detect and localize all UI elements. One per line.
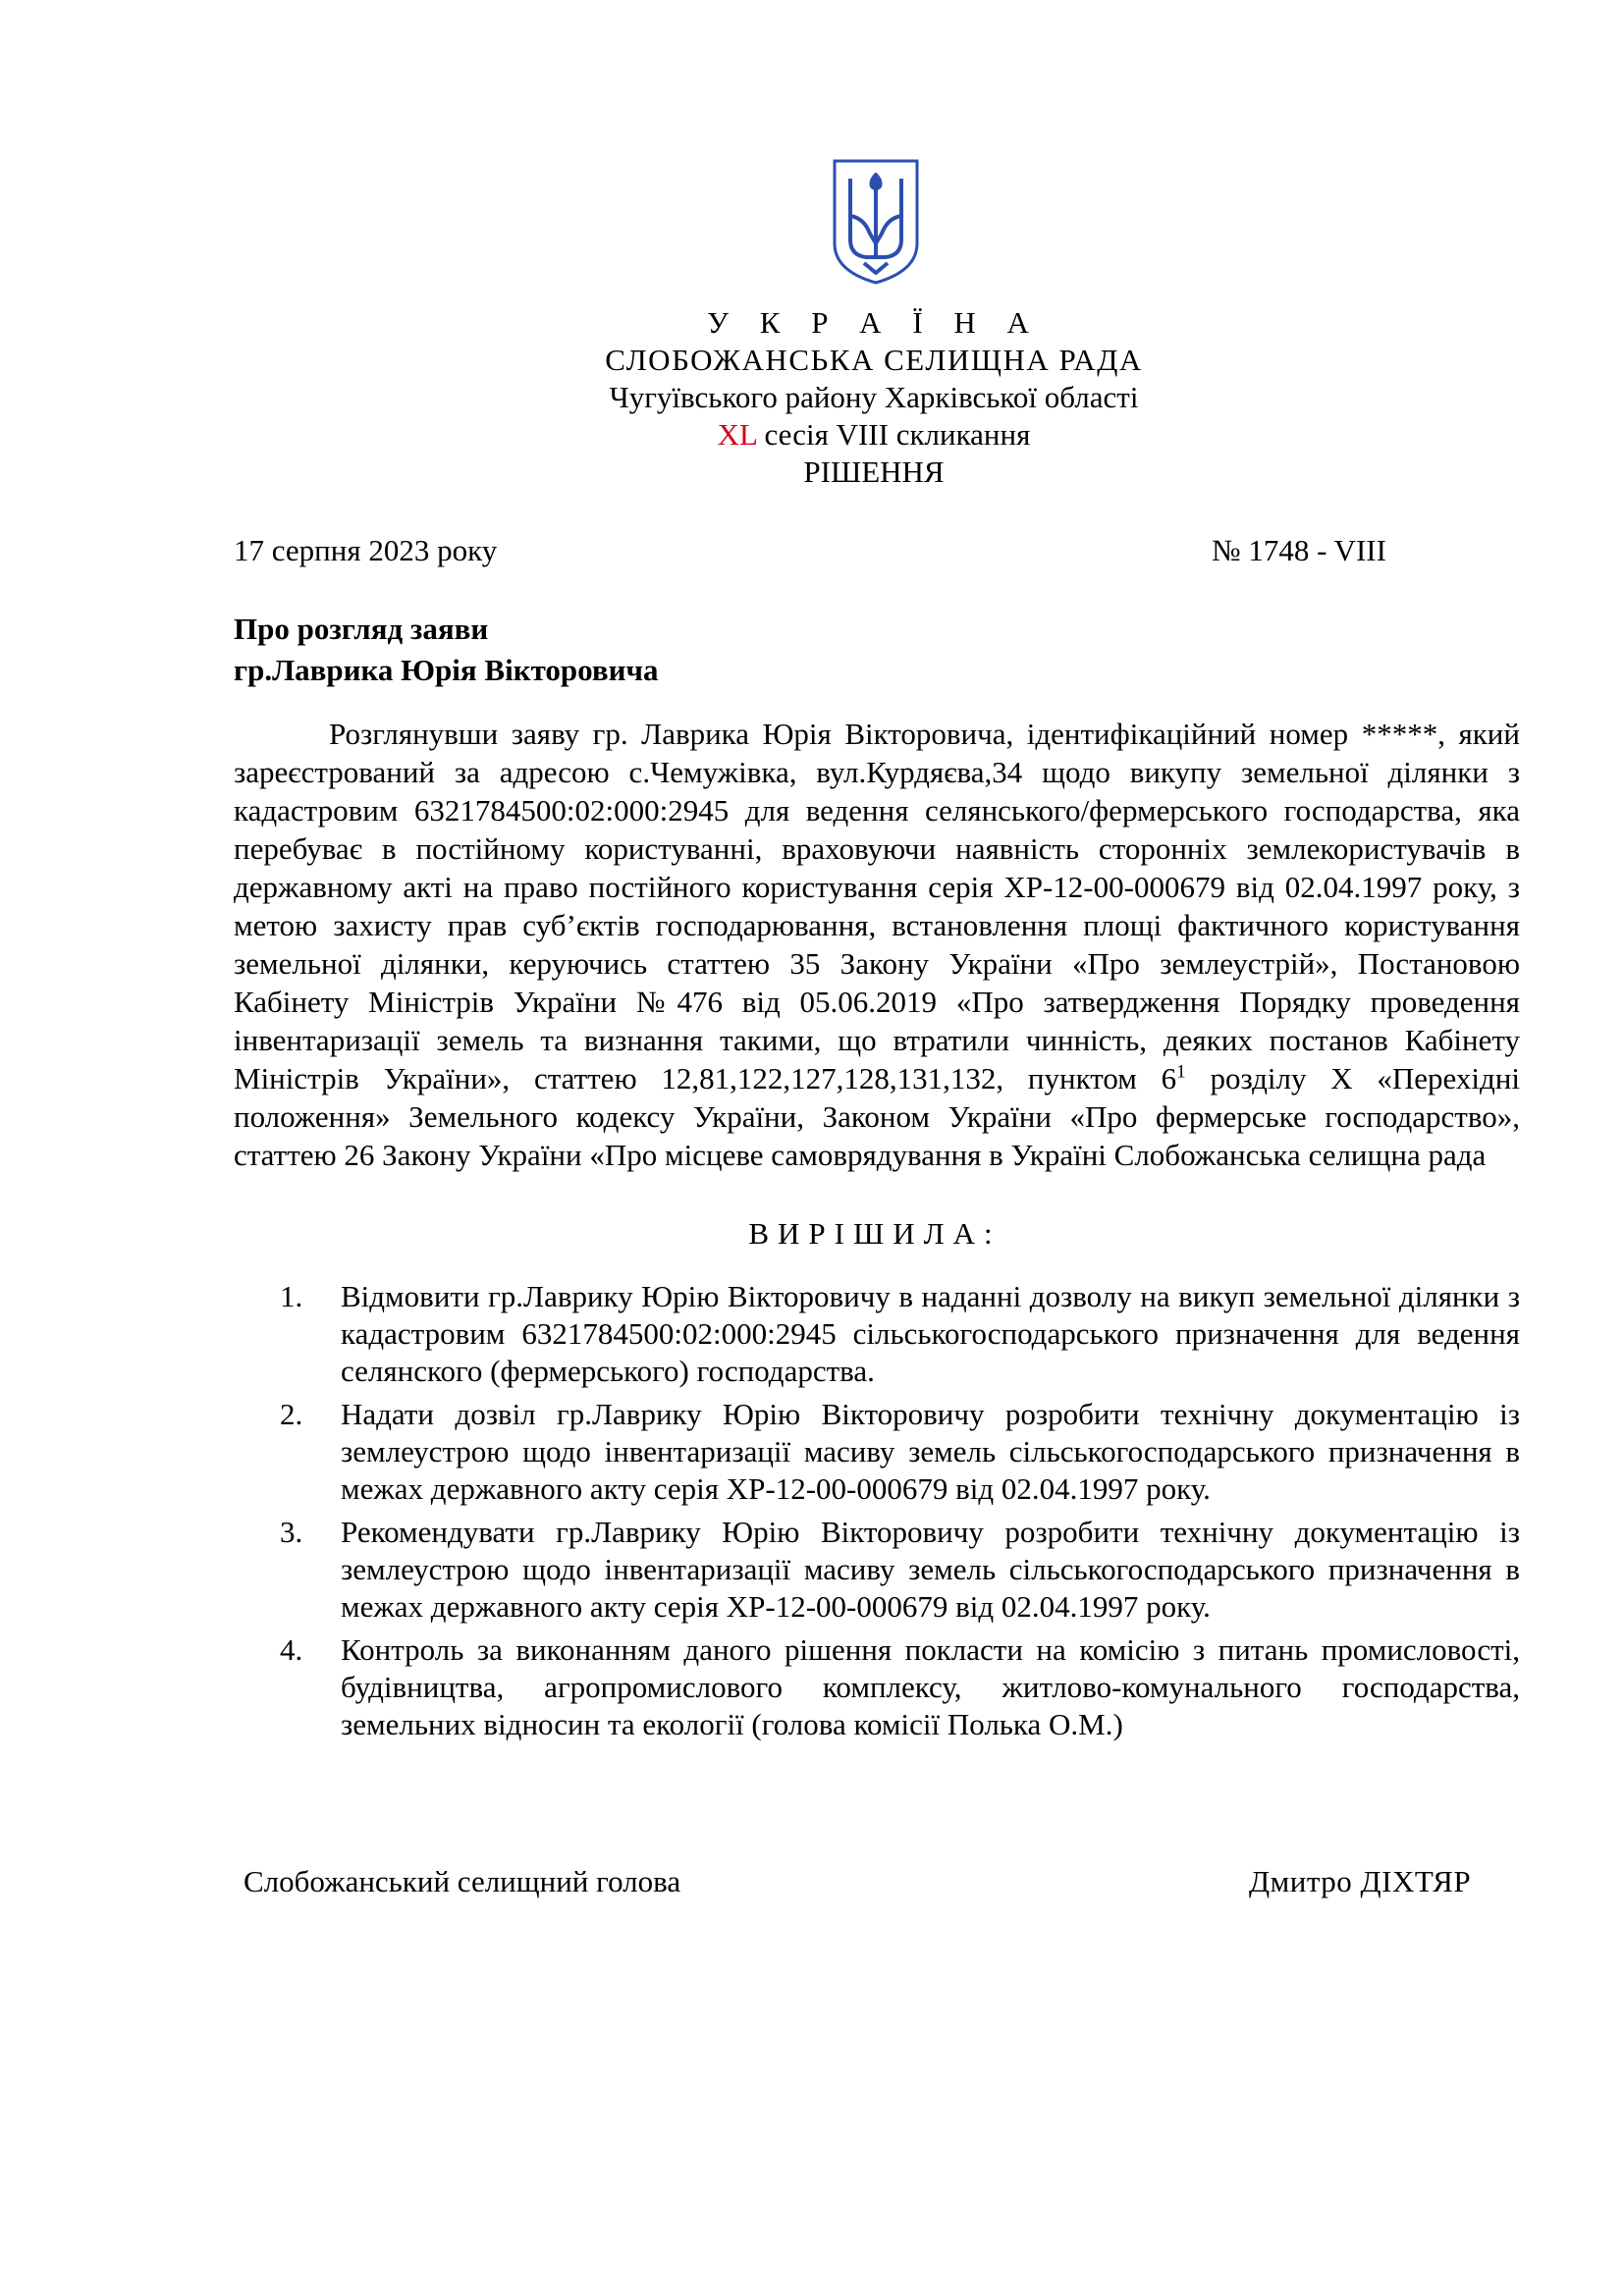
signature-name: Дмитро ДІХТЯР	[1249, 1864, 1472, 1898]
signature-title: Слобожанський селищний голова	[244, 1864, 681, 1898]
preamble-part-2: розділу X «Перехідні положення» Земельного кодексу України, Законом України «Про фермерське господарство», статтею 26 Закону України «Про місцеве самоврядування в Україні Слобожанська селищна рада	[234, 1061, 1520, 1172]
session-text: сесія VIII скликання	[756, 417, 1031, 452]
item-text: Контроль за виконанням даного рішення покласти на комісію з питань промисловості, будівництва, агропромислового комплексу, житлово-комунального господарства, земельних відносин та екології (голова комісії Полька О.М.)	[341, 1632, 1520, 1741]
document-header	[0, 304, 1624, 491]
session-line	[0, 416, 1624, 454]
district-name: Чугуївського району Харківської області	[609, 380, 1139, 414]
decision-date: 17 серпня 2023 року	[234, 533, 498, 567]
session-numeral: XL	[717, 417, 757, 452]
subject-line-2: гр.Лаврика Юрія Вікторовича	[234, 653, 659, 687]
council-name: СЛОБОЖАНСЬКА СЕЛИЩНА РАДА	[605, 343, 1143, 377]
trident-coat-of-arms-icon	[831, 157, 921, 287]
decision-items	[280, 1278, 1520, 1749]
list-item	[280, 1514, 1520, 1626]
item-number: 4.	[280, 1632, 303, 1667]
item-text: Рекомендувати гр.Лаврику Юрію Вікторовичу розробити технічну документацію із землеустрою щодо інвентаризації масиву земель сільськогосподарського призначення в межах державного акту серія ХР-12-00-000679 від 02.04.1997 року.	[341, 1515, 1520, 1624]
document-type: РІШЕННЯ	[803, 454, 945, 489]
preamble-superscript: 1	[1176, 1061, 1186, 1083]
resolved-heading: ВИРІШИЛА:	[748, 1216, 1001, 1251]
preamble-paragraph	[234, 715, 1520, 1174]
item-number: 1.	[280, 1279, 303, 1313]
list-item	[280, 1396, 1520, 1508]
preamble-part-1: Розглянувши заяву гр. Лаврика Юрія Вікторовича, ідентифікаційний номер *****, який зареєстрований за адресою с.Чемужівка, вул.Курдяєва,34 щодо викупу земельної ділянки з кадастровим 6321784500:02:000:2945 для ведення селянського/фермерського господарства, яка перебуває в постійному користуванні, враховуючи наявність сторонніх землекористувачів в державному акті на право постійного користування серія ХР-12-00-000679 від 02.04.1997 року, з метою захисту прав суб’єктів господарювання, встановлення площі фактичного користування земельної ділянки, керуючись статтею 35 Закону України «Про землеустрій», Постановою Кабінету Міністрів України №476 від 05.06.2019 «Про затвердження Порядку проведення інвентаризації земель та визнання такими, що втратили чинність, деяких постанов Кабінету Міністрів України», статтею 12,81,122,127,128,131,132, пунктом 6	[234, 717, 1520, 1095]
item-text: Надати дозвіл гр.Лаврику Юрію Вікторовичу розробити технічну документацію із землеустрою щодо інвентаризації масиву земель сільськогосподарського призначення в межах державного акту серія ХР-12-00-000679 від 02.04.1997 року.	[341, 1397, 1520, 1506]
list-item	[280, 1631, 1520, 1743]
subject	[234, 609, 658, 691]
item-text: Відмовити гр.Лаврику Юрію Вікторовичу в наданні дозволу на викуп земельної ділянки з кадастровим 6321784500:02:000:2945 сільськогосподарського призначення для ведення селянского (фермерського) господарства.	[341, 1279, 1520, 1388]
list-item	[280, 1278, 1520, 1390]
country-title: У К Р А Ї Н А	[707, 305, 1041, 340]
item-number: 3.	[280, 1515, 303, 1549]
item-number: 2.	[280, 1397, 303, 1431]
decision-number: № 1748 - VIII	[1212, 533, 1386, 567]
subject-line-1: Про розгляд заяви	[234, 612, 489, 646]
